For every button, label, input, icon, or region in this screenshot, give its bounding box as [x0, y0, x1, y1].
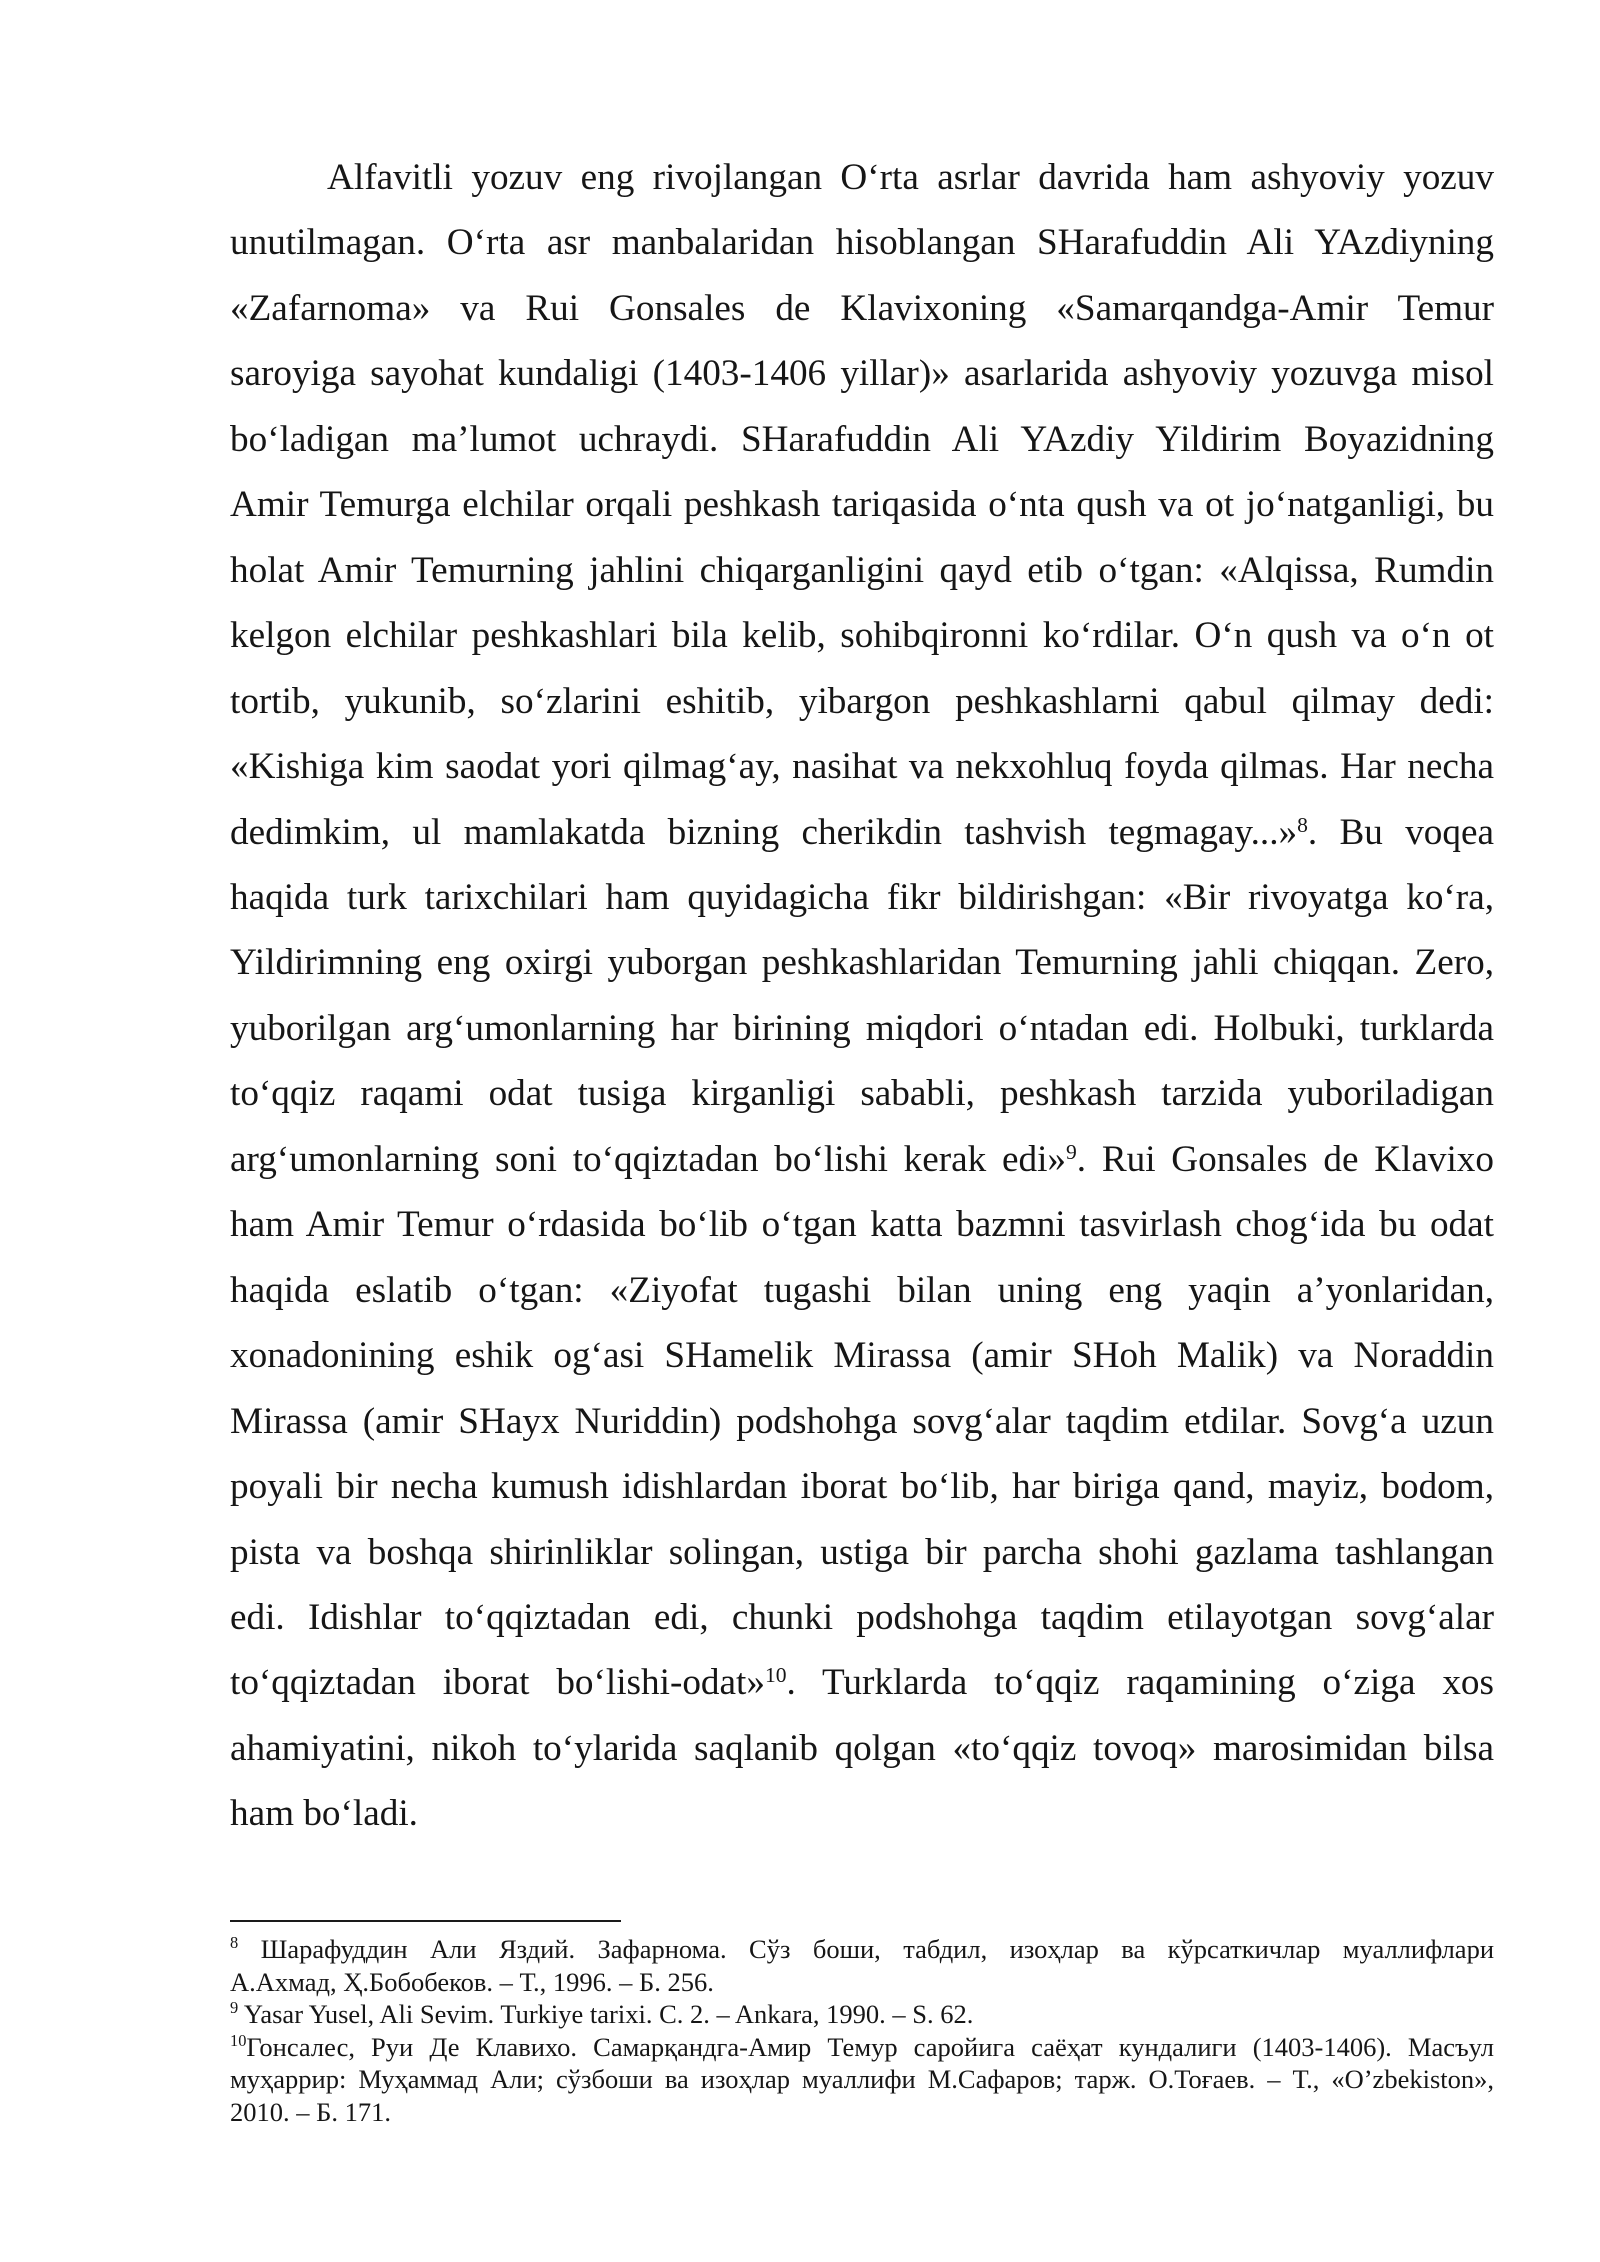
body-line: Alfavitli yozuv eng rivojlangan O‘rta asrlar davrida ham ashyoviy yozuv — [327, 157, 1494, 198]
body-line: bo‘ladigan ma’lumot uchraydi. SHarafuddin Ali YAzdiy Yildirim Boyazidning — [230, 418, 1494, 460]
footnote-8 — [230, 1933, 1494, 1998]
footnote-line: муҳаррир: Муҳаммад Али; сўзбоши ва изоҳлар муаллифи М.Сафаров; тарж. О.Тоғаев. – Т., «O’zbekiston», — [230, 2064, 1494, 2094]
body-line: Mirassa (amir SHayx Nuriddin) podshohga sovg‘alar taqdim etdilar. Sovg‘a uzun — [230, 1400, 1494, 1442]
body-line: ham bo‘ladi. — [230, 1793, 418, 1835]
footnote-line: А.Ахмад, Ҳ.Бобобеков. – Т., 1996. – Б. 256. — [230, 1966, 714, 1997]
footnote-ref: 8 — [1297, 812, 1308, 837]
body-line: Yildirimning eng oxirgi yuborgan peshkashlaridan Temurning jahli chiqqan. Zero, — [230, 942, 1494, 984]
body-line-text: arg‘umonlarning soni to‘qqiztadan bo‘lishi kerak edi» — [230, 1138, 1067, 1180]
body-line: saroyiga sayohat kundaligi (1403-1406 yillar)» asarlarida ashyoviy yozuvga misol — [230, 353, 1494, 395]
footnote-9 — [230, 1998, 1494, 2031]
body-line: xonadonining eshik og‘asi SHamelik Mirassa (amir SHoh Malik) va Noraddin — [230, 1335, 1494, 1377]
body-line: «Zafarnoma» va Rui Gonsales de Klavixoning «Samarqandga-Amir Temur — [230, 287, 1494, 329]
body-line: holat Amir Temurning jahlini chiqarganligini qayd etib o‘tgan: «Alqissa, Rumdin — [230, 549, 1494, 591]
body-line-text: . Turklarda to‘qqiz raqamining o‘ziga xos — [786, 1662, 1494, 1704]
body-line: unutilmagan. O‘rta asr manbalaridan hisoblangan SHarafuddin Ali YAzdiyning — [230, 222, 1494, 264]
body-line-text: to‘qqiztadan iborat bo‘lishi-odat» — [230, 1662, 765, 1704]
body-line-text: . Rui Gonsales de Klavixo — [1076, 1138, 1494, 1180]
body-line: ham Amir Temur o‘rdasida bo‘lib o‘tgan katta bazmni tasvirlash chog‘ida bu odat — [230, 1204, 1494, 1246]
footnote-line — [230, 1933, 1494, 1966]
body-line: edi. Idishlar to‘qqiztadan edi, chunki podshohga taqdim etilayotgan sovg‘alar — [230, 1596, 1494, 1638]
body-line: yuborilgan arg‘umonlarning har birining miqdori o‘ntadan edi. Holbuki, turklarda — [230, 1007, 1494, 1049]
body-line: tortib, yukunib, so‘zlarini eshitib, yibargon peshkashlarni qabul qilmay dedi: — [230, 680, 1494, 722]
body-line: to‘qqiz raqami odat tusiga kirganligi sababli, peshkash tarzida yuboriladigan — [230, 1073, 1494, 1115]
body-line: haqida turk tarixchilari ham quyidagicha fikr bildirishgan: «Bir rivoyatga ko‘ra, — [230, 876, 1494, 918]
footnote-text: Шарафуддин Али Яздий. Зафарнома. Сўз боши, табдил, изоҳлар ва кўрсаткичлар муаллифлари — [260, 1934, 1495, 1964]
footnote-ref: 9 — [1066, 1139, 1077, 1164]
body-line: pista va boshqa shirinliklar solingan, ustiga bir parcha shohi gazlama tashlangan — [230, 1531, 1494, 1573]
footnote-separator — [230, 1920, 621, 1922]
footnote-10 — [230, 2031, 1494, 2129]
footnote-line — [230, 2031, 1494, 2064]
body-line: ahamiyatini, nikoh to‘ylarida saqlanib qolgan «to‘qqiz tovoq» marosimidan bilsa — [230, 1727, 1494, 1769]
footnote-line: 2010. – Б. 171. — [230, 2096, 391, 2127]
body-line — [230, 1650, 1494, 1715]
body-line: Amir Temurga elchilar orqali peshkash tariqasida o‘nta qush va ot jo‘natganligi, bu — [230, 484, 1494, 526]
footnote-ref: 10 — [764, 1663, 787, 1688]
body-line: haqida eslatib o‘tgan: «Ziyofat tugashi bilan uning eng yaqin a’yonlaridan, — [230, 1269, 1494, 1311]
body-line: kelgon elchilar peshkashlari bila kelib, sohibqironni ko‘rdilar. O‘n qush va o‘n ot — [230, 615, 1494, 657]
footnote-text: Гонсалес, Руи Де Клавихо. Самарқандга-Амир Темур саройига саёҳат кундалиги (1403-1406). Масъул — [246, 2031, 1494, 2062]
footnote-mark: 8 — [230, 1933, 239, 1953]
body-line-text: dedimkim, ul mamlakatda bizning cherikdin tashvish tegmagay...» — [230, 811, 1298, 853]
footnotes — [230, 1933, 1494, 2128]
body-line: «Kishiga kim saodat yori qilmag‘ay, nasihat va nekxohluq foyda qilmas. Har necha — [230, 746, 1494, 788]
footnote-text: Yasar Yusel, Ali Sevim. Turkiye tarixi. C. 2. – Ankara, 1990. – S. 62. — [243, 1999, 974, 2029]
body-line-text: . Bu voqea — [1307, 811, 1494, 853]
body-line — [230, 1127, 1494, 1192]
footnote-mark: 9 — [230, 1998, 239, 2018]
body-paragraph — [230, 145, 1494, 1847]
footnote-mark: 10 — [230, 2030, 247, 2050]
body-line — [230, 800, 1494, 865]
body-line: poyali bir necha kumush idishlardan iborat bo‘lib, har biriga qand, mayiz, bodom, — [230, 1466, 1494, 1508]
footnote-line — [230, 1998, 1494, 2031]
